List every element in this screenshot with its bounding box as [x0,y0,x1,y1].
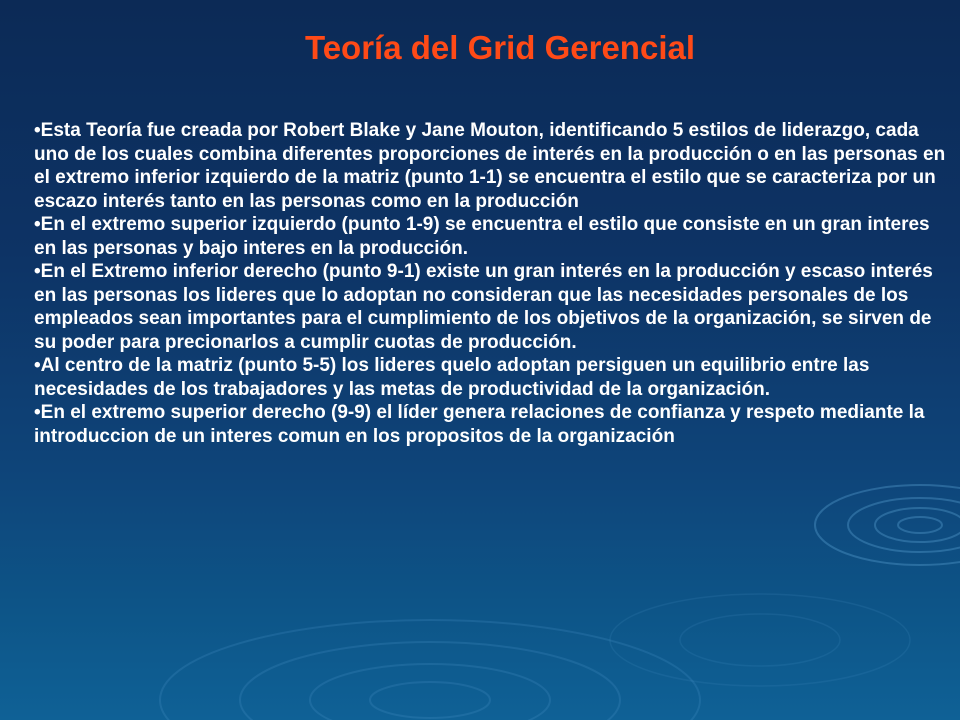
bullet-item: •Esta Teoría fue creada por Robert Blake y Jane Mouton, identificando 5 estilos de liderazgo, cada uno de los cuales combina diferentes proporciones de interés en la producción o en las personas en el extremo inferior izquierdo de la matriz (punto 1-1) se encuentra el estilo que se caracteriza por un escazo interés tanto en las personas como en la producción [34,120,946,212]
slide-title: Teoría del Grid Gerencial [304,29,696,66]
bullet-list [34,119,954,448]
bullet-item: •En el extremo superior izquierdo (punto 1-9) se encuentra el estilo que consiste en un gran interes en las personas y bajo interes en la producción. [34,214,930,259]
bullet-item: •Al centro de la matriz (punto 5-5) los lideres quelo adoptan persiguen un equilibrio entre las necesidades de los trabajadores y las metas de productividad de la organización. [34,355,870,400]
bullet-item: •En el Extremo inferior derecho (punto 9-1) existe un gran interés en la producción y escaso interés en las personas los lideres que lo adoptan no consideran que las necesidades personales de los empleados sean importantes para el cumplimiento de los objetivos de la organización, se sirven de su poder para precionarlos a cumplir cuotas de producción. [34,261,933,353]
bullet-item: •En el extremo superior derecho (9-9) el líder genera relaciones de confianza y respeto mediante la introduccion de un interes comun en los propositos de la organización [34,402,925,447]
